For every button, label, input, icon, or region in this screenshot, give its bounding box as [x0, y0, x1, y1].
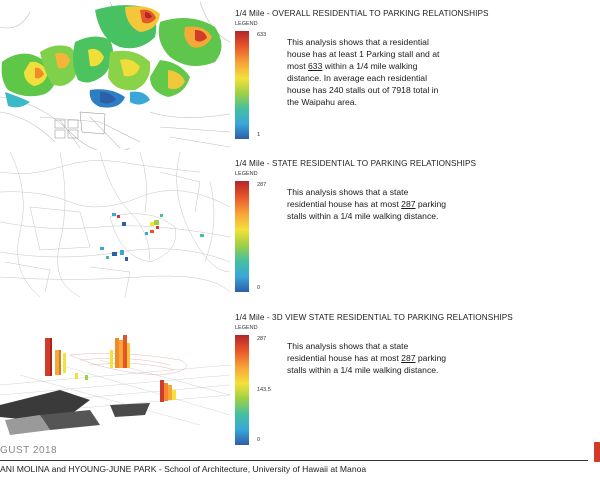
legend-label: LEGEND: [235, 171, 258, 177]
legend-color-bar: [235, 335, 249, 445]
panel-state: [0, 150, 600, 300]
footer-credit: ANI MOLINA and HYOUNG-JUNE PARK - School of Architecture, University of Hawaii at Manoa: [0, 464, 367, 474]
legend-label: LEGEND: [235, 325, 258, 331]
legend-tick-max: 287: [257, 182, 267, 188]
panel-description: This analysis shows that a state residential house has at most 287 parking stalls within a 1/4 mile walking distance.: [287, 341, 447, 375]
max-value: 633: [308, 61, 323, 71]
panel-description: This analysis shows that a residential house has at least 1 Parking stall and at most 633 within a 1/4 mile walking distance. In average each residential house has 240 stalls out of 7918 total in the Waipahu area.: [287, 37, 440, 107]
panel-3d: [0, 305, 600, 445]
max-value: 287: [401, 353, 416, 363]
legend-tick-min: 0: [257, 437, 261, 443]
heatmap-3d-view: [0, 335, 230, 445]
panel-title: 1/4 Mile - 3D VIEW STATE RESIDENTIAL TO PARKING RELATIONSHIPS: [235, 313, 513, 322]
legend-tick-min: 0: [257, 285, 261, 291]
footer-date: GUST 2018: [0, 445, 58, 456]
legend-color-bar: [235, 31, 249, 139]
panel-title: 1/4 Mile - OVERALL RESIDENTIAL TO PARKING RELATIONSHIPS: [235, 9, 489, 18]
legend-tick-max: 633: [257, 32, 267, 38]
panel-overall: [0, 0, 600, 150]
max-value: 287: [401, 199, 416, 209]
heatmap-state: [0, 152, 230, 297]
panel-title: 1/4 Mile - STATE RESIDENTIAL TO PARKING RELATIONSHIPS: [235, 159, 477, 168]
legend-tick-mid: 143.5: [257, 387, 271, 393]
page-tab-marker: [594, 442, 600, 462]
legend-label: LEGEND: [235, 21, 258, 27]
heatmap-overall: [0, 2, 230, 150]
panel-description: This analysis shows that a state residential house has at most 287 parking stalls within a 1/4 mile walking distance.: [287, 187, 447, 221]
legend-tick-min: 1: [257, 132, 261, 138]
legend-color-bar: [235, 181, 249, 292]
footer-divider: [0, 460, 588, 461]
legend-tick-max: 287: [257, 336, 267, 342]
